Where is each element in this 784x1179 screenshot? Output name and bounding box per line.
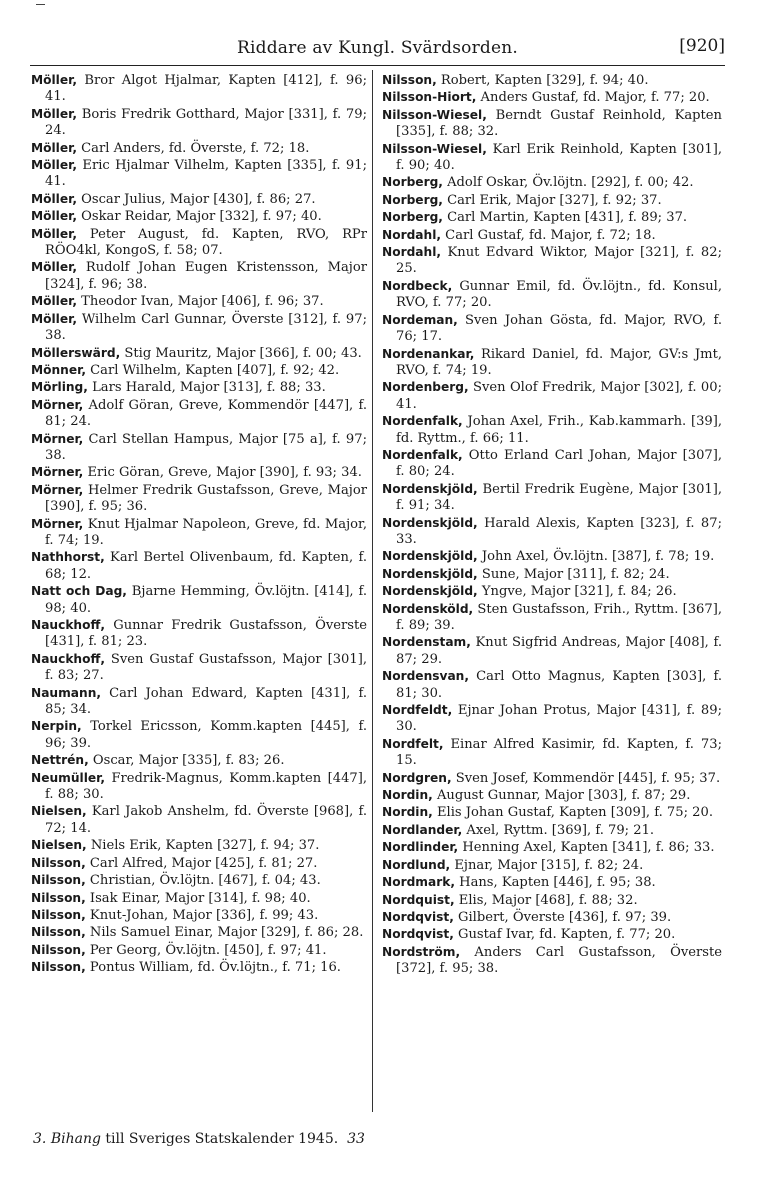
entry-details: Oskar Reidar, Major [332], f. 97; 40. bbox=[76, 209, 322, 225]
entry-details: Per Georg, Öv.löjtn. [450], f. 97; 41. bbox=[85, 942, 327, 958]
entry-details: Carl Gustaf, fd. Major, f. 72; 18. bbox=[441, 227, 656, 243]
entry-surname: Natt och Dag, bbox=[31, 584, 127, 599]
register-entry bbox=[382, 515, 722, 549]
entry-details: Oscar, Major [335], f. 83; 26. bbox=[88, 753, 285, 769]
register-entry bbox=[382, 892, 722, 909]
entry-details: Johan Axel, Frih., Kab.kammarh. [39], fd. Ryttm., f. 66; 11. bbox=[396, 414, 722, 446]
entry-surname: Nilsson, bbox=[31, 942, 86, 957]
entry-details: Rikard Daniel, fd. Major, GV:s Jmt, RVO, f. 74; 19. bbox=[396, 346, 722, 378]
entry-details: Sten Gustafsson, Frih., Ryttm. [367], f. 89; 39. bbox=[396, 601, 722, 633]
register-entry bbox=[382, 413, 722, 447]
entry-details: Isak Einar, Major [314], f. 98; 40. bbox=[85, 890, 311, 906]
column-divider bbox=[372, 70, 373, 1112]
register-entry bbox=[382, 107, 722, 141]
entry-surname: Mörner, bbox=[31, 397, 84, 412]
entry-details: Eric Hjalmar Vilhelm, Kapten [335], f. 91; 41. bbox=[45, 158, 367, 190]
entry-surname: Nordström, bbox=[382, 944, 461, 959]
entry-surname: Nordenberg, bbox=[382, 380, 469, 395]
entry-surname: Nordeman, bbox=[382, 312, 458, 327]
entry-details: Ejnar Johan Protus, Major [431], f. 89; 30. bbox=[396, 703, 722, 735]
entry-details: Gilbert, Överste [436], f. 97; 39. bbox=[453, 909, 672, 925]
entry-details: Torkel Ericsson, Komm.kapten [445], f. 96; 39. bbox=[45, 719, 367, 751]
register-entry bbox=[31, 770, 367, 804]
register-entry bbox=[31, 924, 367, 941]
entry-surname: Nordensköld, bbox=[382, 601, 474, 616]
right-column bbox=[382, 72, 722, 978]
entry-surname: Norberg, bbox=[382, 192, 443, 207]
register-entry bbox=[382, 209, 722, 226]
register-entry bbox=[382, 857, 722, 874]
footer-page: 33 bbox=[347, 1131, 365, 1147]
entry-surname: Nielsen, bbox=[31, 838, 87, 853]
entry-surname: Nordfelt, bbox=[382, 736, 444, 751]
register-entry bbox=[382, 944, 722, 978]
entry-surname: Nordgren, bbox=[382, 770, 452, 785]
register-entry bbox=[31, 583, 367, 617]
entry-surname: Nordenskjöld, bbox=[382, 549, 478, 564]
register-entry bbox=[31, 226, 367, 260]
entry-surname: Norberg, bbox=[382, 210, 443, 225]
entry-surname: Möller, bbox=[31, 226, 77, 241]
entry-details: Gunnar Fredrik Gustafsson, Överste [431], f. 81; 23. bbox=[45, 618, 367, 650]
entry-details: Boris Fredrik Gotthard, Major [331], f. 79; 24. bbox=[45, 106, 367, 139]
entry-surname: Nordquist, bbox=[382, 892, 455, 907]
register-entry bbox=[31, 907, 367, 924]
entry-surname: Nilsson, bbox=[31, 960, 86, 975]
entry-details: Christian, Öv.löjtn. [467], f. 04; 43. bbox=[85, 873, 321, 889]
entry-details: Elis, Major [468], f. 88; 32. bbox=[454, 892, 638, 908]
entry-surname: Nordmark, bbox=[382, 875, 455, 890]
entry-surname: Nordenfalk, bbox=[382, 447, 463, 462]
entry-surname: Möller, bbox=[31, 311, 77, 326]
entry-details: Bror Algot Hjalmar, Kapten [412], f. 96; 41. bbox=[45, 73, 367, 105]
register-entry bbox=[31, 617, 367, 651]
entry-surname: Nielsen, bbox=[31, 804, 87, 819]
entry-details: August Gunnar, Major [303], f. 87; 29. bbox=[432, 788, 691, 804]
register-entry bbox=[382, 72, 722, 89]
entry-surname: Möllerswärd, bbox=[31, 345, 121, 360]
footer-text: till Sveriges Statskalender 1945. bbox=[100, 1131, 339, 1147]
register-entry bbox=[382, 227, 722, 244]
entry-details: Karl Bertel Olivenbaum, fd. Kapten, f. 68; 12. bbox=[45, 550, 367, 582]
entry-surname: Nordlund, bbox=[382, 857, 451, 872]
entry-surname: Nordqvist, bbox=[382, 927, 454, 942]
entry-details: Stig Mauritz, Major [366], f. 00; 43. bbox=[120, 345, 362, 361]
entry-details: Henning Axel, Kapten [341], f. 86; 33. bbox=[458, 840, 715, 856]
entry-surname: Nauckhoff, bbox=[31, 651, 105, 666]
entry-surname: Nordfeldt, bbox=[382, 703, 453, 718]
entry-details: Yngve, Major [321], f. 84; 26. bbox=[477, 584, 677, 600]
entry-details: Einar Alfred Kasimir, fd. Kapten, f. 73; 15. bbox=[396, 736, 722, 769]
register-entry bbox=[31, 140, 367, 157]
entry-surname: Nathhorst, bbox=[31, 550, 105, 565]
register-entry bbox=[31, 685, 367, 719]
register-entry bbox=[382, 379, 722, 413]
entry-surname: Möller, bbox=[31, 209, 77, 224]
entry-details: Carl Stellan Hampus, Major [75 a], f. 97; 38. bbox=[45, 431, 367, 463]
entry-details: Knut-Johan, Major [336], f. 99; 43. bbox=[85, 907, 319, 923]
register-entry bbox=[31, 855, 367, 872]
entry-surname: Nordlinder, bbox=[382, 840, 459, 855]
entry-surname: Mönner, bbox=[31, 362, 86, 377]
entry-details: John Axel, Öv.löjtn. [387], f. 78; 19. bbox=[477, 549, 715, 565]
entry-details: Sven Gustaf Gustafsson, Major [301], f. 83; 27. bbox=[45, 651, 367, 684]
register-entry bbox=[382, 566, 722, 583]
left-column bbox=[31, 72, 367, 977]
entry-surname: Nordenskjöld, bbox=[382, 584, 478, 599]
entry-details: Knut Hjalmar Napoleon, Greve, fd. Major, f. 74; 19. bbox=[45, 516, 367, 548]
entry-surname: Möller, bbox=[31, 73, 77, 87]
register-entry bbox=[31, 431, 367, 465]
page-header bbox=[30, 36, 725, 62]
entry-details: Karl Erik Reinhold, Kapten [301], f. 90; 40. bbox=[396, 141, 722, 174]
entry-surname: Nordqvist, bbox=[382, 909, 454, 924]
register-entry bbox=[31, 72, 367, 106]
entry-details: Eric Göran, Greve, Major [390], f. 93; 34. bbox=[83, 465, 362, 481]
entry-surname: Nilsson, bbox=[31, 907, 86, 922]
entry-details: Sven Josef, Kommendör [445], f. 95; 37. bbox=[451, 770, 721, 786]
entry-details: Adolf Göran, Greve, Kommendör [447], f. 81; 24. bbox=[45, 397, 367, 430]
entry-details: Lars Harald, Major [313], f. 88; 33. bbox=[87, 380, 326, 396]
register-entry bbox=[31, 549, 367, 583]
entry-details: Hans, Kapten [446], f. 95; 38. bbox=[454, 875, 656, 891]
register-entry bbox=[382, 822, 722, 839]
register-entry bbox=[31, 311, 367, 345]
entry-surname: Nordahl, bbox=[382, 227, 442, 242]
register-entry bbox=[382, 702, 722, 736]
register-entry bbox=[382, 548, 722, 565]
entry-details: Niels Erik, Kapten [327], f. 94; 37. bbox=[86, 838, 320, 854]
entry-surname: Nordenskjöld, bbox=[382, 515, 478, 530]
register-entry bbox=[382, 839, 722, 856]
entry-surname: Nordin, bbox=[382, 788, 433, 803]
entry-surname: Nilsson, bbox=[31, 925, 86, 940]
entry-details: Carl Martin, Kapten [431], f. 89; 37. bbox=[442, 210, 688, 226]
register-entry bbox=[382, 583, 722, 600]
register-entry bbox=[31, 379, 367, 396]
entry-surname: Möller, bbox=[31, 158, 77, 173]
entry-details: Robert, Kapten [329], f. 94; 40. bbox=[436, 73, 649, 88]
register-entry bbox=[31, 872, 367, 889]
entry-surname: Möller, bbox=[31, 260, 77, 275]
entry-details: Anders Carl Gustafsson, Överste [372], f. 95; 38. bbox=[396, 944, 722, 977]
register-entry bbox=[31, 890, 367, 907]
entry-surname: Nettrén, bbox=[31, 753, 89, 768]
register-entry bbox=[31, 959, 367, 976]
entry-surname: Neumüller, bbox=[31, 770, 105, 785]
entry-details: Rudolf Johan Eugen Kristensson, Major [324], f. 96; 38. bbox=[45, 260, 367, 292]
entry-surname: Nordahl, bbox=[382, 245, 442, 260]
entry-details: Oscar Julius, Major [430], f. 86; 27. bbox=[76, 191, 316, 207]
entry-surname: Mörner, bbox=[31, 516, 84, 531]
register-entry bbox=[31, 837, 367, 854]
entry-surname: Nilsson-Wiesel, bbox=[382, 107, 487, 122]
entry-details: Nils Samuel Einar, Major [329], f. 86; 28. bbox=[85, 925, 364, 941]
register-entry bbox=[382, 736, 722, 770]
entry-surname: Mörling, bbox=[31, 380, 88, 395]
entry-surname: Nilsson, bbox=[31, 855, 86, 870]
entry-details: Carl Johan Edward, Kapten [431], f. 85; 34. bbox=[45, 685, 367, 718]
entry-details: Bjarne Hemming, Öv.löjtn. [414], f. 98; 40. bbox=[45, 584, 367, 616]
register-entry bbox=[31, 106, 367, 140]
register-entry bbox=[382, 926, 722, 943]
entry-details: Axel, Ryttm. [369], f. 79; 21. bbox=[462, 822, 655, 838]
entry-details: Helmer Fredrik Gustafsson, Greve, Major [390], f. 95; 36. bbox=[45, 482, 367, 515]
register-entry bbox=[382, 141, 722, 175]
entry-details: Karl Jakob Anshelm, fd. Överste [968], f. 72; 14. bbox=[45, 804, 367, 836]
register-entry bbox=[382, 312, 722, 346]
register-entry bbox=[31, 464, 367, 481]
entry-surname: Mörner, bbox=[31, 465, 84, 480]
register-entry bbox=[382, 481, 722, 515]
register-entry bbox=[382, 174, 722, 191]
entry-details: Elis Johan Gustaf, Kapten [309], f. 75; 20. bbox=[432, 805, 713, 821]
register-entry bbox=[382, 601, 722, 635]
register-entry bbox=[31, 942, 367, 959]
register-entry bbox=[382, 874, 722, 891]
register-entry bbox=[382, 668, 722, 702]
register-entry bbox=[382, 770, 722, 787]
register-entry bbox=[382, 909, 722, 926]
scan-mark bbox=[36, 4, 45, 5]
entry-surname: Nordenskjöld, bbox=[382, 481, 478, 496]
entry-details: Gustaf Ivar, fd. Kapten, f. 77; 20. bbox=[453, 927, 676, 943]
register-entry bbox=[31, 651, 367, 685]
entry-surname: Nerpin, bbox=[31, 719, 82, 734]
register-entry bbox=[31, 803, 367, 837]
entry-surname: Möller, bbox=[31, 140, 77, 155]
entry-surname: Nordenankar, bbox=[382, 346, 475, 361]
footer-bihang: Bihang bbox=[50, 1131, 101, 1147]
entry-surname: Nordensvan, bbox=[382, 669, 469, 684]
entry-details: Knut Sigfrid Andreas, Major [408], f. 87; 29. bbox=[396, 635, 722, 667]
entry-surname: Nilsson, bbox=[31, 873, 86, 888]
entry-details: Peter August, fd. Kapten, RVO, RPr RÖO4kl, KongoS, f. 58; 07. bbox=[45, 226, 367, 259]
entry-surname: Mörner, bbox=[31, 482, 84, 497]
entry-details: Carl Alfred, Major [425], f. 81; 27. bbox=[85, 855, 318, 871]
register-entry bbox=[382, 278, 722, 312]
register-entry bbox=[382, 634, 722, 668]
entry-details: Adolf Oskar, Öv.löjtn. [292], f. 00; 42. bbox=[442, 175, 694, 191]
entry-surname: Nilsson, bbox=[31, 890, 86, 905]
entry-surname: Mörner, bbox=[31, 431, 84, 446]
register-entry bbox=[31, 718, 367, 752]
page-number: [920] bbox=[679, 36, 725, 56]
register-entry bbox=[382, 447, 722, 481]
entry-details: Sven Olof Fredrik, Major [302], f. 00; 41. bbox=[396, 380, 722, 412]
register-entry bbox=[31, 191, 367, 208]
register-entry bbox=[382, 244, 722, 278]
footer-number: 3. bbox=[33, 1131, 47, 1147]
register-entry bbox=[382, 804, 722, 821]
register-entry bbox=[31, 752, 367, 769]
entry-details: Fredrik-Magnus, Komm.kapten [447], f. 88; 30. bbox=[45, 770, 367, 803]
entry-details: Wilhelm Carl Gunnar, Överste [312], f. 97; 38. bbox=[45, 311, 367, 344]
entry-details: Ejnar, Major [315], f. 82; 24. bbox=[450, 857, 644, 873]
entry-surname: Möller, bbox=[31, 191, 77, 206]
entry-details: Carl Anders, fd. Överste, f. 72; 18. bbox=[76, 140, 310, 156]
register-entry bbox=[382, 346, 722, 380]
entry-details: Sune, Major [311], f. 82; 24. bbox=[477, 566, 670, 582]
entry-surname: Naumann, bbox=[31, 685, 102, 700]
entry-surname: Nordlander, bbox=[382, 822, 463, 837]
register-entry bbox=[31, 293, 367, 310]
register-entry bbox=[31, 345, 367, 362]
entry-surname: Nordenskjöld, bbox=[382, 566, 478, 581]
register-entry bbox=[31, 482, 367, 516]
entry-details: Carl Erik, Major [327], f. 92; 37. bbox=[442, 192, 662, 208]
entry-surname: Norberg, bbox=[382, 175, 443, 190]
header-rule bbox=[30, 65, 725, 66]
register-entry bbox=[382, 89, 722, 106]
entry-details: Bertil Fredrik Eugène, Major [301], f. 91; 34. bbox=[396, 481, 722, 514]
register-entry bbox=[31, 516, 367, 550]
entry-details: Harald Alexis, Kapten [323], f. 87; 33. bbox=[396, 515, 722, 547]
register-entry bbox=[31, 362, 367, 379]
entry-surname: Möller, bbox=[31, 106, 77, 121]
page-title: Riddare av Kungl. Svärdsorden. bbox=[237, 38, 518, 58]
entry-surname: Nilsson-Wiesel, bbox=[382, 141, 487, 156]
entry-details: Sven Johan Gösta, fd. Major, RVO, f. 76; 17. bbox=[396, 312, 722, 345]
register-entry bbox=[31, 157, 367, 191]
entry-details: Carl Otto Magnus, Kapten [303], f. 81; 30. bbox=[396, 669, 722, 701]
entry-details: Anders Gustaf, fd. Major, f. 77; 20. bbox=[476, 90, 710, 106]
register-entry bbox=[382, 192, 722, 209]
entry-surname: Nilsson, bbox=[382, 73, 437, 87]
entry-details: Knut Edvard Wiktor, Major [321], f. 82; 25. bbox=[396, 245, 722, 277]
entry-details: Berndt Gustaf Reinhold, Kapten [335], f. 88; 32. bbox=[396, 107, 722, 140]
entry-surname: Möller, bbox=[31, 294, 77, 309]
entry-details: Pontus William, fd. Öv.löjtn., f. 71; 16. bbox=[85, 960, 341, 976]
page-footer bbox=[33, 1131, 365, 1147]
entry-details: Carl Wilhelm, Kapten [407], f. 92; 42. bbox=[85, 362, 340, 378]
register-entry bbox=[382, 787, 722, 804]
entry-details: Gunnar Emil, fd. Öv.löjtn., fd. Konsul, RVO, f. 77; 20. bbox=[396, 278, 722, 311]
entry-surname: Nordin, bbox=[382, 805, 433, 820]
entry-details: Otto Erland Carl Johan, Major [307], f. 80; 24. bbox=[396, 447, 722, 480]
register-entry bbox=[31, 208, 367, 225]
entry-surname: Nordenstam, bbox=[382, 635, 471, 650]
entry-surname: Nordbeck, bbox=[382, 278, 453, 293]
entry-surname: Nordenfalk, bbox=[382, 414, 463, 429]
entry-surname: Nilsson-Hiort, bbox=[382, 90, 477, 105]
entry-surname: Nauckhoff, bbox=[31, 618, 105, 632]
entry-details: Theodor Ivan, Major [406], f. 96; 37. bbox=[76, 294, 324, 310]
register-entry bbox=[31, 397, 367, 431]
register-entry bbox=[31, 259, 367, 293]
